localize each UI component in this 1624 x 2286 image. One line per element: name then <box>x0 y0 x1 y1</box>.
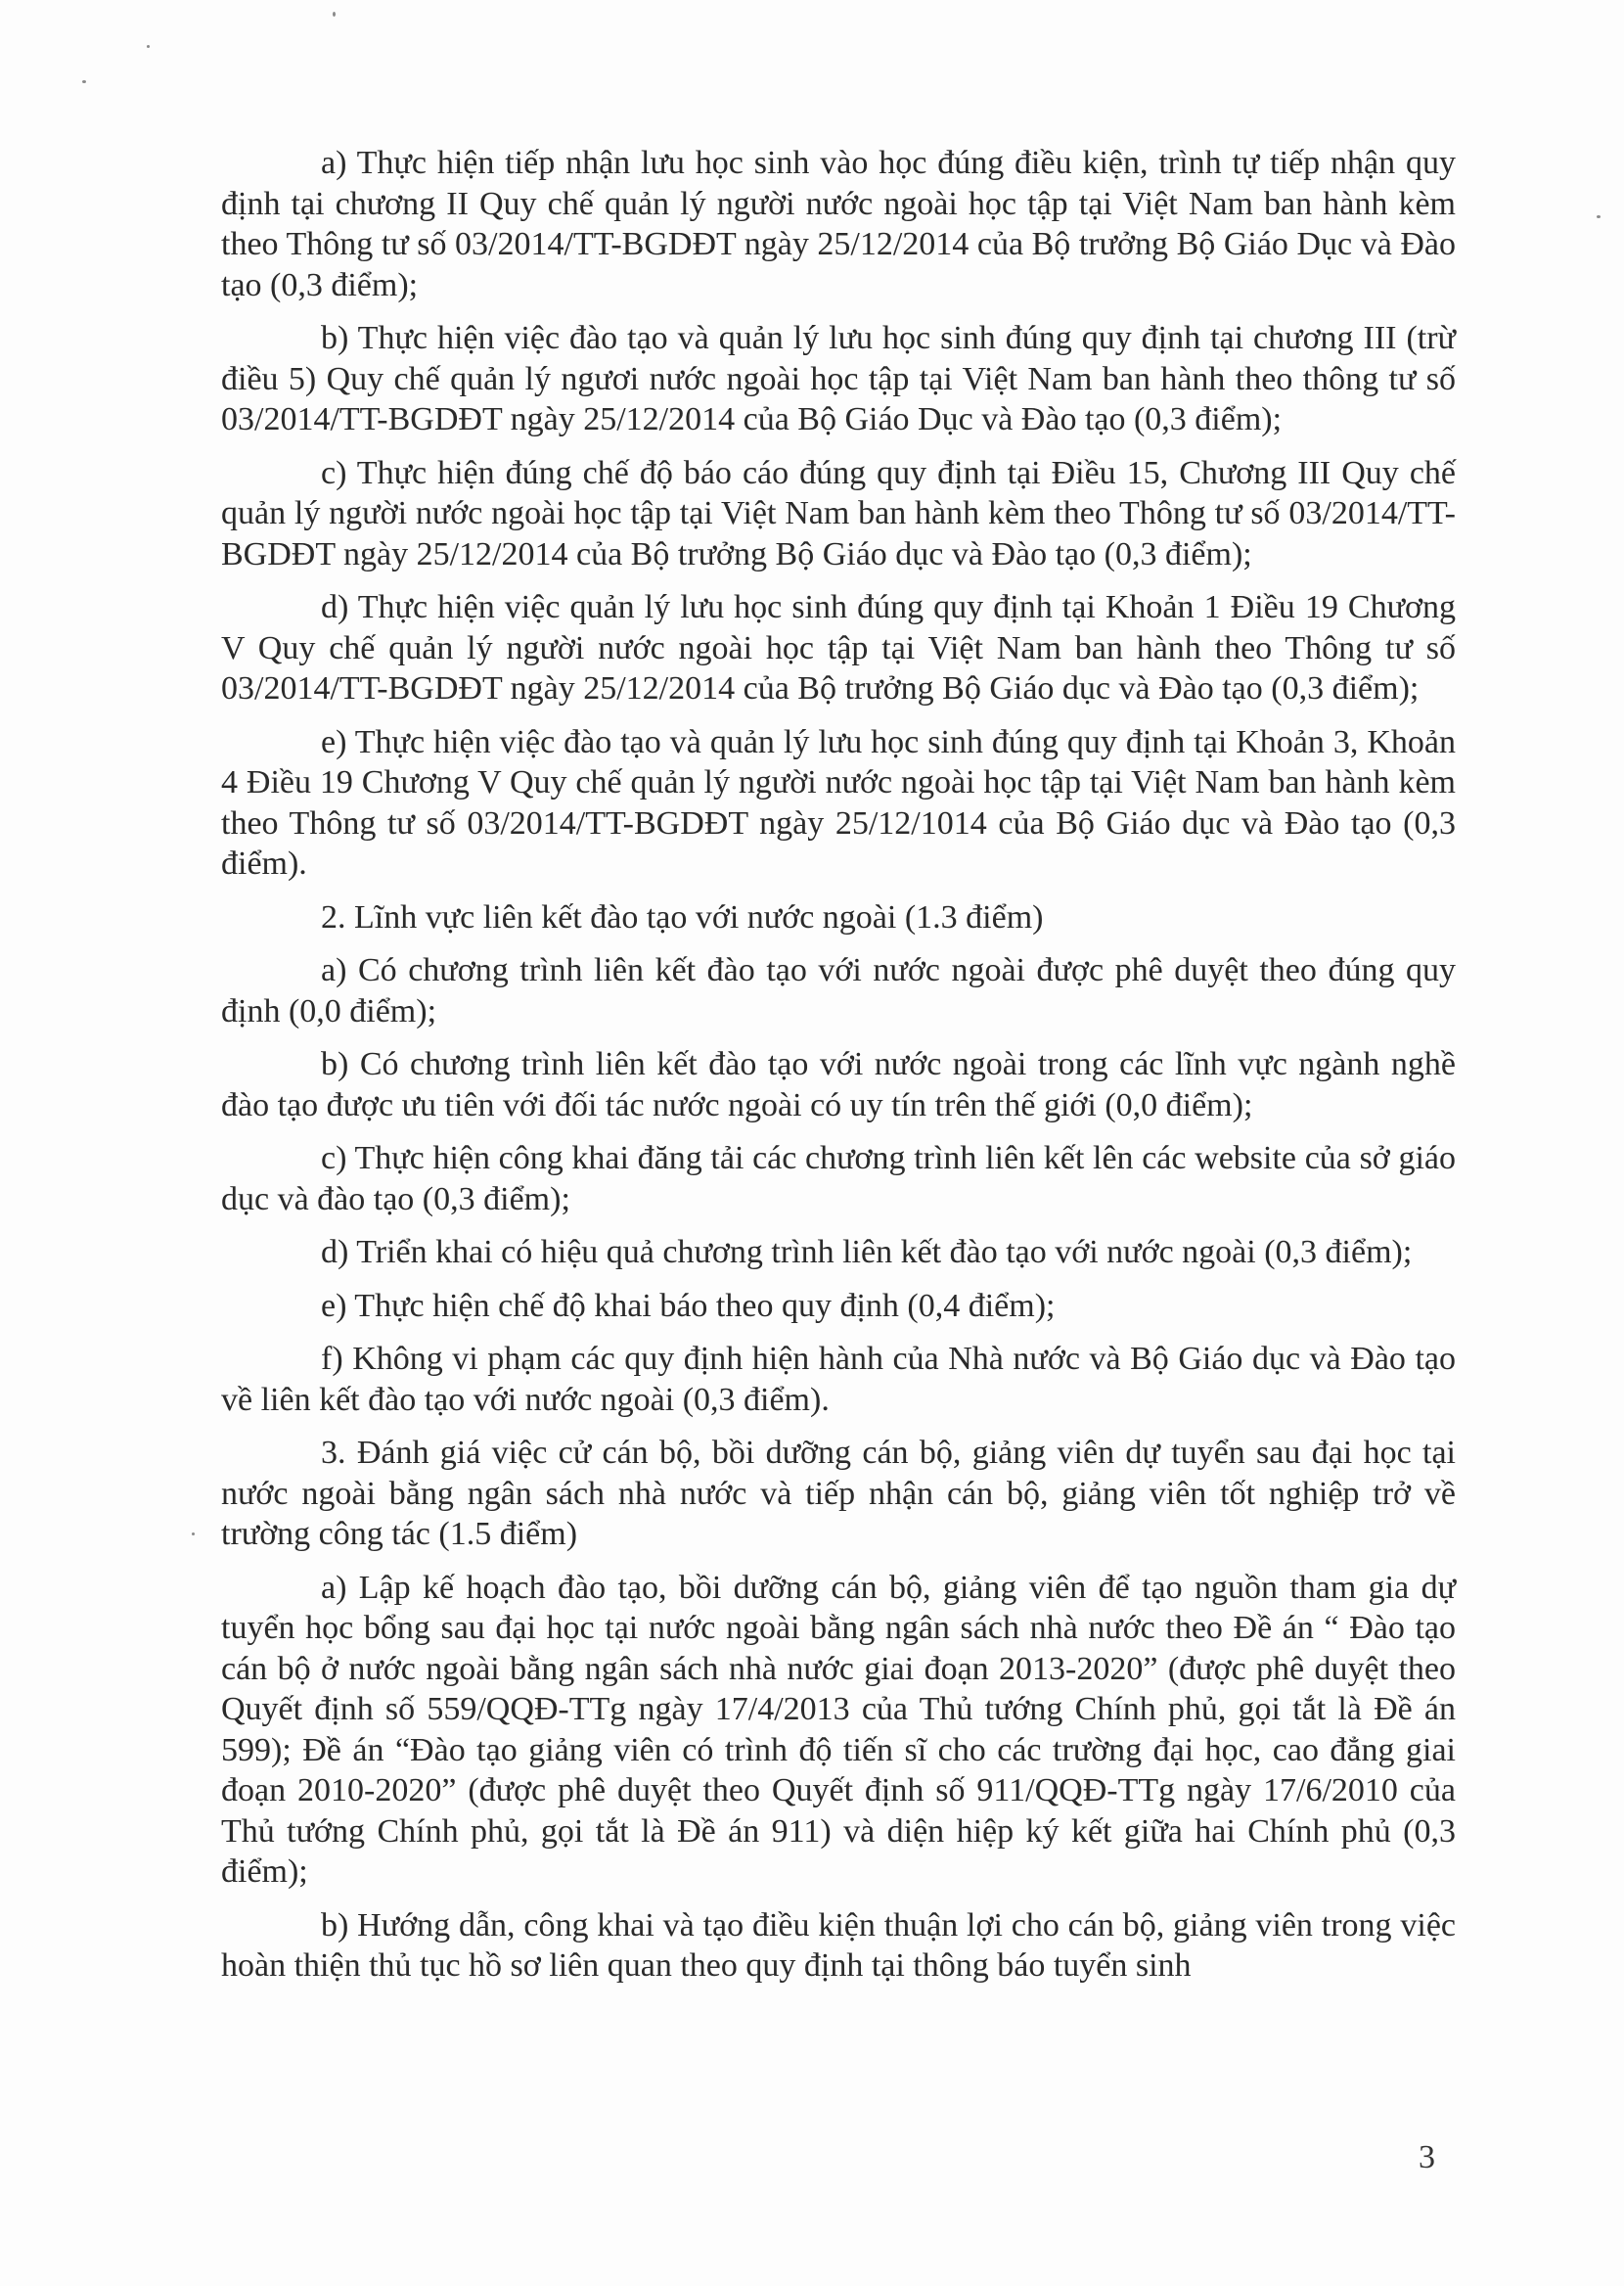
paragraph: d) Triển khai có hiệu quả chương trình liên kết đào tạo với nước ngoài (0,3 điểm); <box>321 1234 1413 1270</box>
paragraph: d) Thực hiện việc quản lý lưu học sinh đúng quy định tại Khoản 1 Điều 19 Chương V Quy chế quản lý người nước ngoài học tập tại Việt Nam ban hành theo Thông tư số 03/2014/TT-BGDĐT ngày 25/12/2014 của Bộ trưởng Bộ Giáo dục và Đào tạo (0,3 điểm); <box>221 589 1456 707</box>
scan-speck <box>333 12 336 17</box>
paragraph: c) Thực hiện đúng chế độ báo cáo đúng quy định tại Điều 15, Chương III Quy chế quản lý người nước ngoài học tập tại Việt Nam ban hành kèm theo Thông tư số 03/2014/TT-BGDĐT ngày 25/12/2014 của Bộ trưởng Bộ Giáo dục và Đào tạo (0,3 điểm); <box>221 454 1456 572</box>
paragraph: a) Có chương trình liên kết đào tạo với nước ngoài được phê duyệt theo đúng quy định (0,0 điểm); <box>221 952 1456 1029</box>
paragraph: b) Thực hiện việc đào tạo và quản lý lưu học sinh đúng quy định tại chương III (trừ điều 5) Quy chế quản lý ngươi nước ngoài học tập tại Việt Nam ban hành theo thông tư số 03/2014/TT-BGDĐT ngày 25/12/2014 của Bộ Giáo Dục và Đào tạo (0,3 điểm); <box>221 320 1456 437</box>
document-body <box>221 143 1456 1999</box>
page-number: 3 <box>1419 2139 1435 2175</box>
paragraph: a) Thực hiện tiếp nhận lưu học sinh vào học đúng điều kiện, trình tự tiếp nhận quy định tại chương II Quy chế quản lý người nước ngoài học tập tại Việt Nam ban hành kèm theo Thông tư số 03/2014/TT-BGDĐT ngày 25/12/2014 của Bộ trưởng Bộ Giáo Dục và Đào tạo (0,3 điểm); <box>221 145 1456 303</box>
paragraph: c) Thực hiện công khai đăng tải các chương trình liên kết lên các website của sở giáo dục và đào tạo (0,3 điểm); <box>221 1140 1456 1217</box>
paragraph: e) Thực hiện chế độ khai báo theo quy định (0,4 điểm); <box>321 1287 1056 1324</box>
paragraph: b) Có chương trình liên kết đào tạo với nước ngoài trong các lĩnh vực ngành nghề đào tạo được ưu tiên với đối tác nước ngoài có uy tín trên thế giới (0,0 điểm); <box>221 1046 1456 1123</box>
section-heading: 3. Đánh giá việc cử cán bộ, bồi dưỡng cán bộ, giảng viên dự tuyển sau đại học tại nước ngoài bằng ngân sách nhà nước và tiếp nhận cán bộ, giảng viên tốt nghiệp trở về trường công tác (1.5 điểm) <box>221 1435 1456 1552</box>
paragraph: e) Thực hiện việc đào tạo và quản lý lưu học sinh đúng quy định tại Khoản 3, Khoản 4 Điều 19 Chương V Quy chế quản lý người nước ngoài học tập tại Việt Nam ban hành kèm theo Thông tư số 03/2014/TT-BGDĐT ngày 25/12/1014 của Bộ Giáo dục và Đào tạo (0,3 điểm). <box>221 723 1456 882</box>
section-heading: 2. Lĩnh vực liên kết đào tạo với nước ngoài (1.3 điểm) <box>321 898 1044 936</box>
scan-speck <box>192 1532 195 1535</box>
scan-speck <box>82 80 86 83</box>
paragraph: a) Lập kế hoạch đào tạo, bồi dưỡng cán bộ, giảng viên để tạo nguồn tham gia dự tuyển học bổng sau đại học tại nước ngoài bằng ngân sách nhà nước theo Đề án “ Đào tạo cán bộ ở nước ngoài bằng ngân sách nhà nước giai đoạn 2013-2020” (được phê duyệt theo Quyết định số 559/QQĐ-TTg ngày 17/4/2013 của Thủ tướng Chính phủ, gọi tắt là Đề án 599); Đề án “Đào tạo giảng viên có trình độ tiến sĩ cho các trường đại học, cao đẳng giai đoạn 2010-2020” (được phê duyệt theo Quyết định số 911/QQĐ-TTg ngày 17/6/2010 của Thủ tướng Chính phủ, gọi tắt là Đề án 911) và diện hiệp ký kết giữa hai Chính phủ (0,3 điểm); <box>221 1569 1456 1890</box>
paragraph: b) Hướng dẫn, công khai và tạo điều kiện thuận lợi cho cán bộ, giảng viên trong việc hoàn thiện thủ tục hồ sơ liên quan theo quy định tại thông báo tuyển sinh <box>221 1906 1456 1984</box>
scan-speck <box>1597 215 1601 218</box>
scan-speck <box>147 45 150 48</box>
paragraph: f) Không vi phạm các quy định hiện hành của Nhà nước và Bộ Giáo dục và Đào tạo về liên kết đào tạo với nước ngoài (0,3 điểm). <box>221 1341 1456 1418</box>
